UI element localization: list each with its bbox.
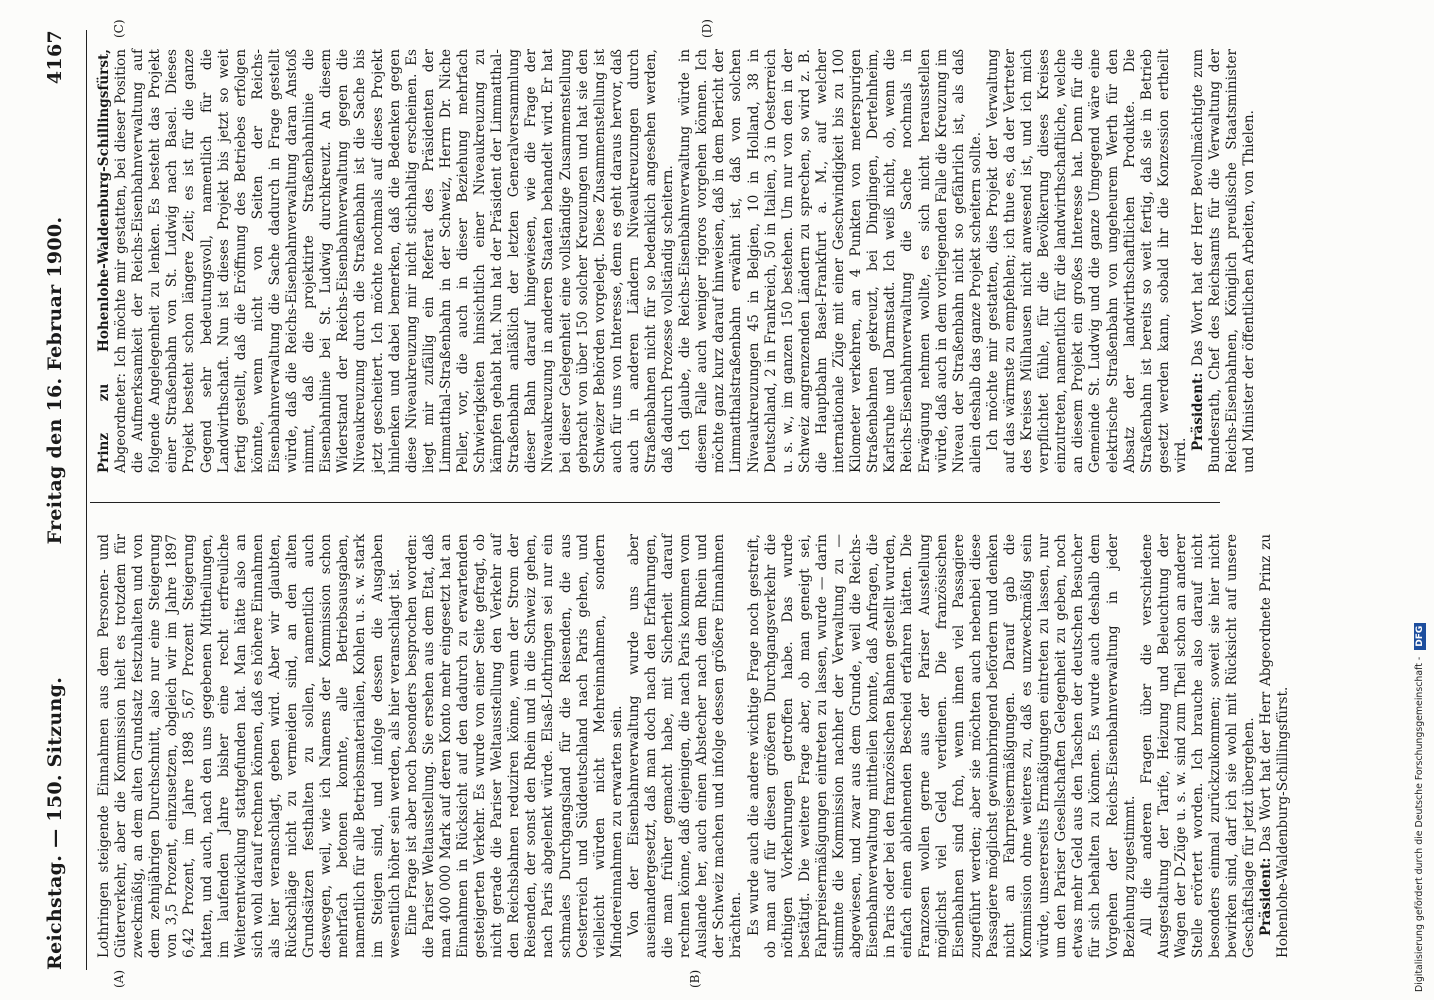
speaker-name: Präsident:: [1258, 857, 1275, 936]
paragraph: [1190, 49, 1258, 473]
paragraph-text: Abgeordneter: Ich möchte mir gestatten, bei dieser Position die Aufmerksamkeit der Reichs-Eisenbahnverwaltung auf folgende Angelegenheit zu lenken. Es besteht das Projekt einer Straßenbahn von St. Ludwig nach Basel. Dieses Projekt besteht schon längere Zeit; es ist für die ganze Gegend sehr bedeutungsvoll, namentlich für die Landwirthschaft. Nun ist dieses Projekt bis jetzt so weit fertig gestellt, daß die Eröffnung des Betriebes erfolgen könnte, wenn nicht von Seiten der Reichs-Eisenbahnverwaltung die Sache dadurch in Frage gestellt würde, daß die Reichs-Eisenbahnverwaltung daran Anstoß nimmt, daß die projektirte Straßenbahnlinie die Eisenbahnlinie bei St. Ludwig durchkreuzt. An diesem Widerstand der Reichs-Eisenbahnverwaltung gegen die Niveaukreuzung durch die Straßenbahn ist die Sache bis jetzt gescheitert. Ich möchte nochmals auf dieses Projekt hinlenken und dabei bemerken, daß die Bedenken gegen diese Niveaukreuzung mir nicht stichhaltig erscheinen. Es liegt mir zufällig ein Referat des Präsidenten der Limmatthal-Straßenbahn in der Schweiz, Herrn Dr. Niche Peller, vor, die auch in dieser Beziehung mehrfach Schwierigkeiten hinsichtlich einer Niveaukreuzung zu kämpfen gehabt hat. Nun hat der Präsident der Limmatthal-Straßenbahn anläßlich der letzten Generalversammlung dieser Bahn darauf hingewiesen, wie die Frage der Niveaukreuzung in anderen Staaten behandelt wird. Er hat bei dieser Gelegenheit eine vollständige Zusammenstellung gebracht von über 150 solcher Kreuzungen und hat sie den Schweizer Behörden vorgelegt. Diese Zusammenstellung ist auch für uns von Interesse, denn es geht daraus hervor, daß auch in anderen Ländern Niveaukreuzungen durch Straßenbahnen nicht für so bedenklich angesehen werden, daß dadurch Prozesse vollständig scheitern.: [113, 49, 677, 473]
paragraph: [1258, 534, 1292, 958]
paragraph-text: Das Wort hat der Herr Bevollmächtigte zum Bundesrath, Chef des Reichsamts für die Verwaltung der Reichs-Eisenbahnen, Königlich preußische Staatsminister und Minister der öffentlichen Arbeiten, von Thielen.: [1190, 49, 1258, 473]
page-number: 4167: [44, 30, 66, 85]
paragraph: [626, 534, 746, 958]
speaker-name: Präsident:: [1190, 372, 1206, 451]
paragraph-text: Ich möchte mir gestatten, dies Projekt der Verwaltung auf das wärmste zu empfehlen; ich thue es, da der Vertreter des Kreises Mülhausen nicht anwesend ist, und ich mich verpflichtet fühle, für die Bevölkerung dieses Kreises einzutreten, namentlich für die landwirthschaftliche, welche an diesem Projekt ein großes Interesse hat. Denn für die Gemeinde St. Ludwig und die ganze Umgegend wäre eine elektrische Straßenbahn von ungeheurem Werth für den Absatz der landwirthschaftlichen Produkte. Die Straßenbahn ist bereits so weit fertig, daß sie in Betrieb gesetzt werden kann, sobald ihr die Konzession ertheilt wird.: [984, 49, 1189, 473]
margin-marker-d: (D): [700, 19, 714, 38]
paragraph: [985, 49, 1190, 473]
right-text-column: [96, 49, 1258, 473]
column-divider: [90, 502, 1220, 503]
margin-marker-a: (A): [112, 969, 126, 988]
paragraph-text: Es wurde auch die andere wichtige Frage noch gestreift, ob man auf für diesen größeren Durchgangsverkehr die nöthigen Vorkehrungen getroffen habe. Das wurde bestätigt. Die weitere Frage aber, ob man geneigt sei, Fahrpreisermäßigungen eintreten zu lassen, wurde — darin stimmte die Kommission nachher der Verwaltung zu — abgewiesen, und zwar aus dem Grunde, weil die Reichs-Eisenbahnverwaltung mittheilen konnte, daß Anfragen, die in Paris oder bei den französischen Bahnen gestellt wurden, einfach einen ablehnenden Bescheid erfahren hätten. Die Franzosen wollen gerne aus der Pariser Ausstellung möglichst viel Geld verdienen. Die französischen Eisenbahnen sind froh, wenn ihnen viel Passagiere zugeführt werden; aber sie möchten auch nebenbei diese Passagiere möglichst gewinnbringend befördern und denken nicht an Fahrpreisermäßigungen. Darauf gab die Kommission ohne weiteres zu, daß es unzweckmäßig sein würde, unsererseits Ermäßigungen eintreten zu lassen, nur um den Pariser Gesellschaften Gelegenheit zu geben, noch etwas mehr Geld aus den Taschen der deutschen Besucher für sich behalten zu können. Es wurde auch deshalb dem Vorgehen der Reichs-Eisenbahnverwaltung in jeder Beziehung zugestimmt.: [745, 534, 1138, 958]
header-date: Freitag den 16. Februar 1900.: [44, 216, 66, 545]
margin-marker-b: (B): [688, 969, 702, 988]
paragraph: [677, 49, 985, 473]
paragraph-text: Von der Eisenbahnverwaltung wurde uns aber auseinandergesetzt, daß man doch nach den Erfahrungen, die man früher gemacht habe, mit Sicherheit darauf rechnen könne, daß diejenigen, die nach Paris kommen vom Auslande her, auch einen Abstecher nach dem Rhein und der Schweiz machen und infolge dessen größere Einnahmen brächten.: [625, 534, 745, 958]
digitization-credit: [1410, 8, 1430, 992]
header-rule: [86, 30, 87, 970]
paragraph-text: All die anderen Fragen über die verschiedene Ausgestaltung der Tarife, Heizung und Beleuchtung der Wagen der D-Züge u. s. w. sind zum Theil schon an anderer Stelle erörtert worden. Ich brauche also darauf nicht besonders einmal zurückzukommen; soweit sie hier nicht bewirken sind, darf ich sie wohl mit Rücksicht auf unsere Geschäftslage für jetzt übergehen.: [1138, 534, 1258, 958]
paragraph-text: Ich glaube, die Reichs-Eisenbahnverwaltung würde in diesem Falle auch weniger rigoros vorgehen können. Ich möchte ganz kurz darauf hinweisen, daß in dem Bericht der Limmatthalstraßenbahn erwähnt ist, daß von solchen Niveaukreuzungen 45 in Belgien, 10 in Holland, 38 in Deutschland, 2 in Frankreich, 50 in Italien, 3 in Oesterreich u. s. w., im ganzen 150 bestehen. Um nur von den in der Schweiz angrenzenden Ländern zu sprechen, so wird z. B. die Hauptbahn Basel-Frankfurt a. M., auf welcher internationale Züge mit einer Geschwindigkeit bis zu 100 Kilometer verkehren, an 4 Punkten von meterspurigen Straßenbahnen gekreuzt, bei Dinglingen, Dertelnheim, Karlsruhe und Darmstadt. Ich weiß nicht, ob, wenn die Reichs-Eisenbahnverwaltung die Sache nochmals in Erwägung nehmen wollte, es sich nicht herausstellen würde, daß auch in dem vorliegenden Falle die Kreuzung im Niveau der Straßenbahn nicht so gefährlich ist, als daß allein deshalb das ganze Projekt scheitern sollte.: [677, 49, 984, 473]
paragraph: [96, 49, 677, 473]
paragraph-text: Eine Frage ist aber noch besonders besprochen worden: die Pariser Weltausstellung. Sie ersehen aus dem Etat, daß man 400 000 Mark auf deren Konto mehr eingesetzt hat an Einnahmen in Rücksicht auf den dadurch zu erwartenden gesteigerten Verkehr. Es wurde von einer Seite gefragt, ob nicht gerade die Pariser Weltausstellung den Verkehr auf den Reichsbahnen reduziren könne, wenn der Strom der Reisenden, der sonst den Rhein und in die Schweiz gehen, nach Paris abgelenkt würde. Elsaß-Lothringen sei nur ein schmales Durchgangsland für die Reisenden, die aus Oesterreich und Süddeutschland nach Paris gehen, und vielleicht würden nicht Mehreinnahmen, sondern Mindereinnahmen zu erwarten sein.: [403, 534, 625, 958]
paragraph: [746, 534, 1139, 958]
paragraph: [404, 534, 626, 958]
speaker-name: Prinz zu Hohenlohe-Waldenburg-Schillingsfürst,: [96, 49, 112, 473]
paragraph: [1139, 534, 1259, 958]
paragraph-text: Das Wort hat der Herr Abgeordnete Prinz zu Hohenlohe-Waldenburg-Schillingsfürst.: [1258, 534, 1292, 958]
header-left: Reichstag. — 150. Sitzung.: [44, 676, 66, 970]
dfg-logo: DFG: [1414, 623, 1426, 650]
paragraph: [96, 534, 404, 958]
credit-text: Digitalisierung gefördert durch die Deutsche Forschungsgemeinschaft -: [1414, 656, 1425, 992]
margin-marker-c: (C): [112, 19, 126, 38]
page-header: [44, 30, 84, 970]
left-text-column: [96, 534, 1292, 958]
paragraph-text: Lothringen steigende Einnahmen aus dem Personen- und Güterverkehr, aber die Kommission hielt es trotzdem für zweckmäßig, an dem alten Grundsatz festzuhalten und von dem zehnjährigen Durchschnitt, also nur eine Steigerung von 3,5 Prozent, einzusetzen, obgleich wir im Jahre 1897 6,42 Prozent, im Jahre 1898 5,67 Prozent Steigerung hatten, und auch, nach den uns gegebenen Mittheilungen, im laufenden Jahre bisher eine recht erfreuliche Weiterentwicklung stattgefunden hat. Man hätte also an sich wohl darauf rechnen können, daß es höhere Einnahmen als hier veranschlagt, geben wird. Aber wir glaubten, Rückschläge nicht zu vermeiden sind, an den alten Grundsätzen festhalten zu sollen, namentlich auch deswegen, weil, wie ich Namens der Kommission schon mehrfach betonen konnte, alle Betriebsausgaben, namentlich für alle Betriebsmaterialien, Kohlen u. s. w. stark im Steigen sind, und infolge dessen die Ausgaben wesentlich höher sein werden, als hier veranschlagt ist.: [96, 534, 403, 958]
